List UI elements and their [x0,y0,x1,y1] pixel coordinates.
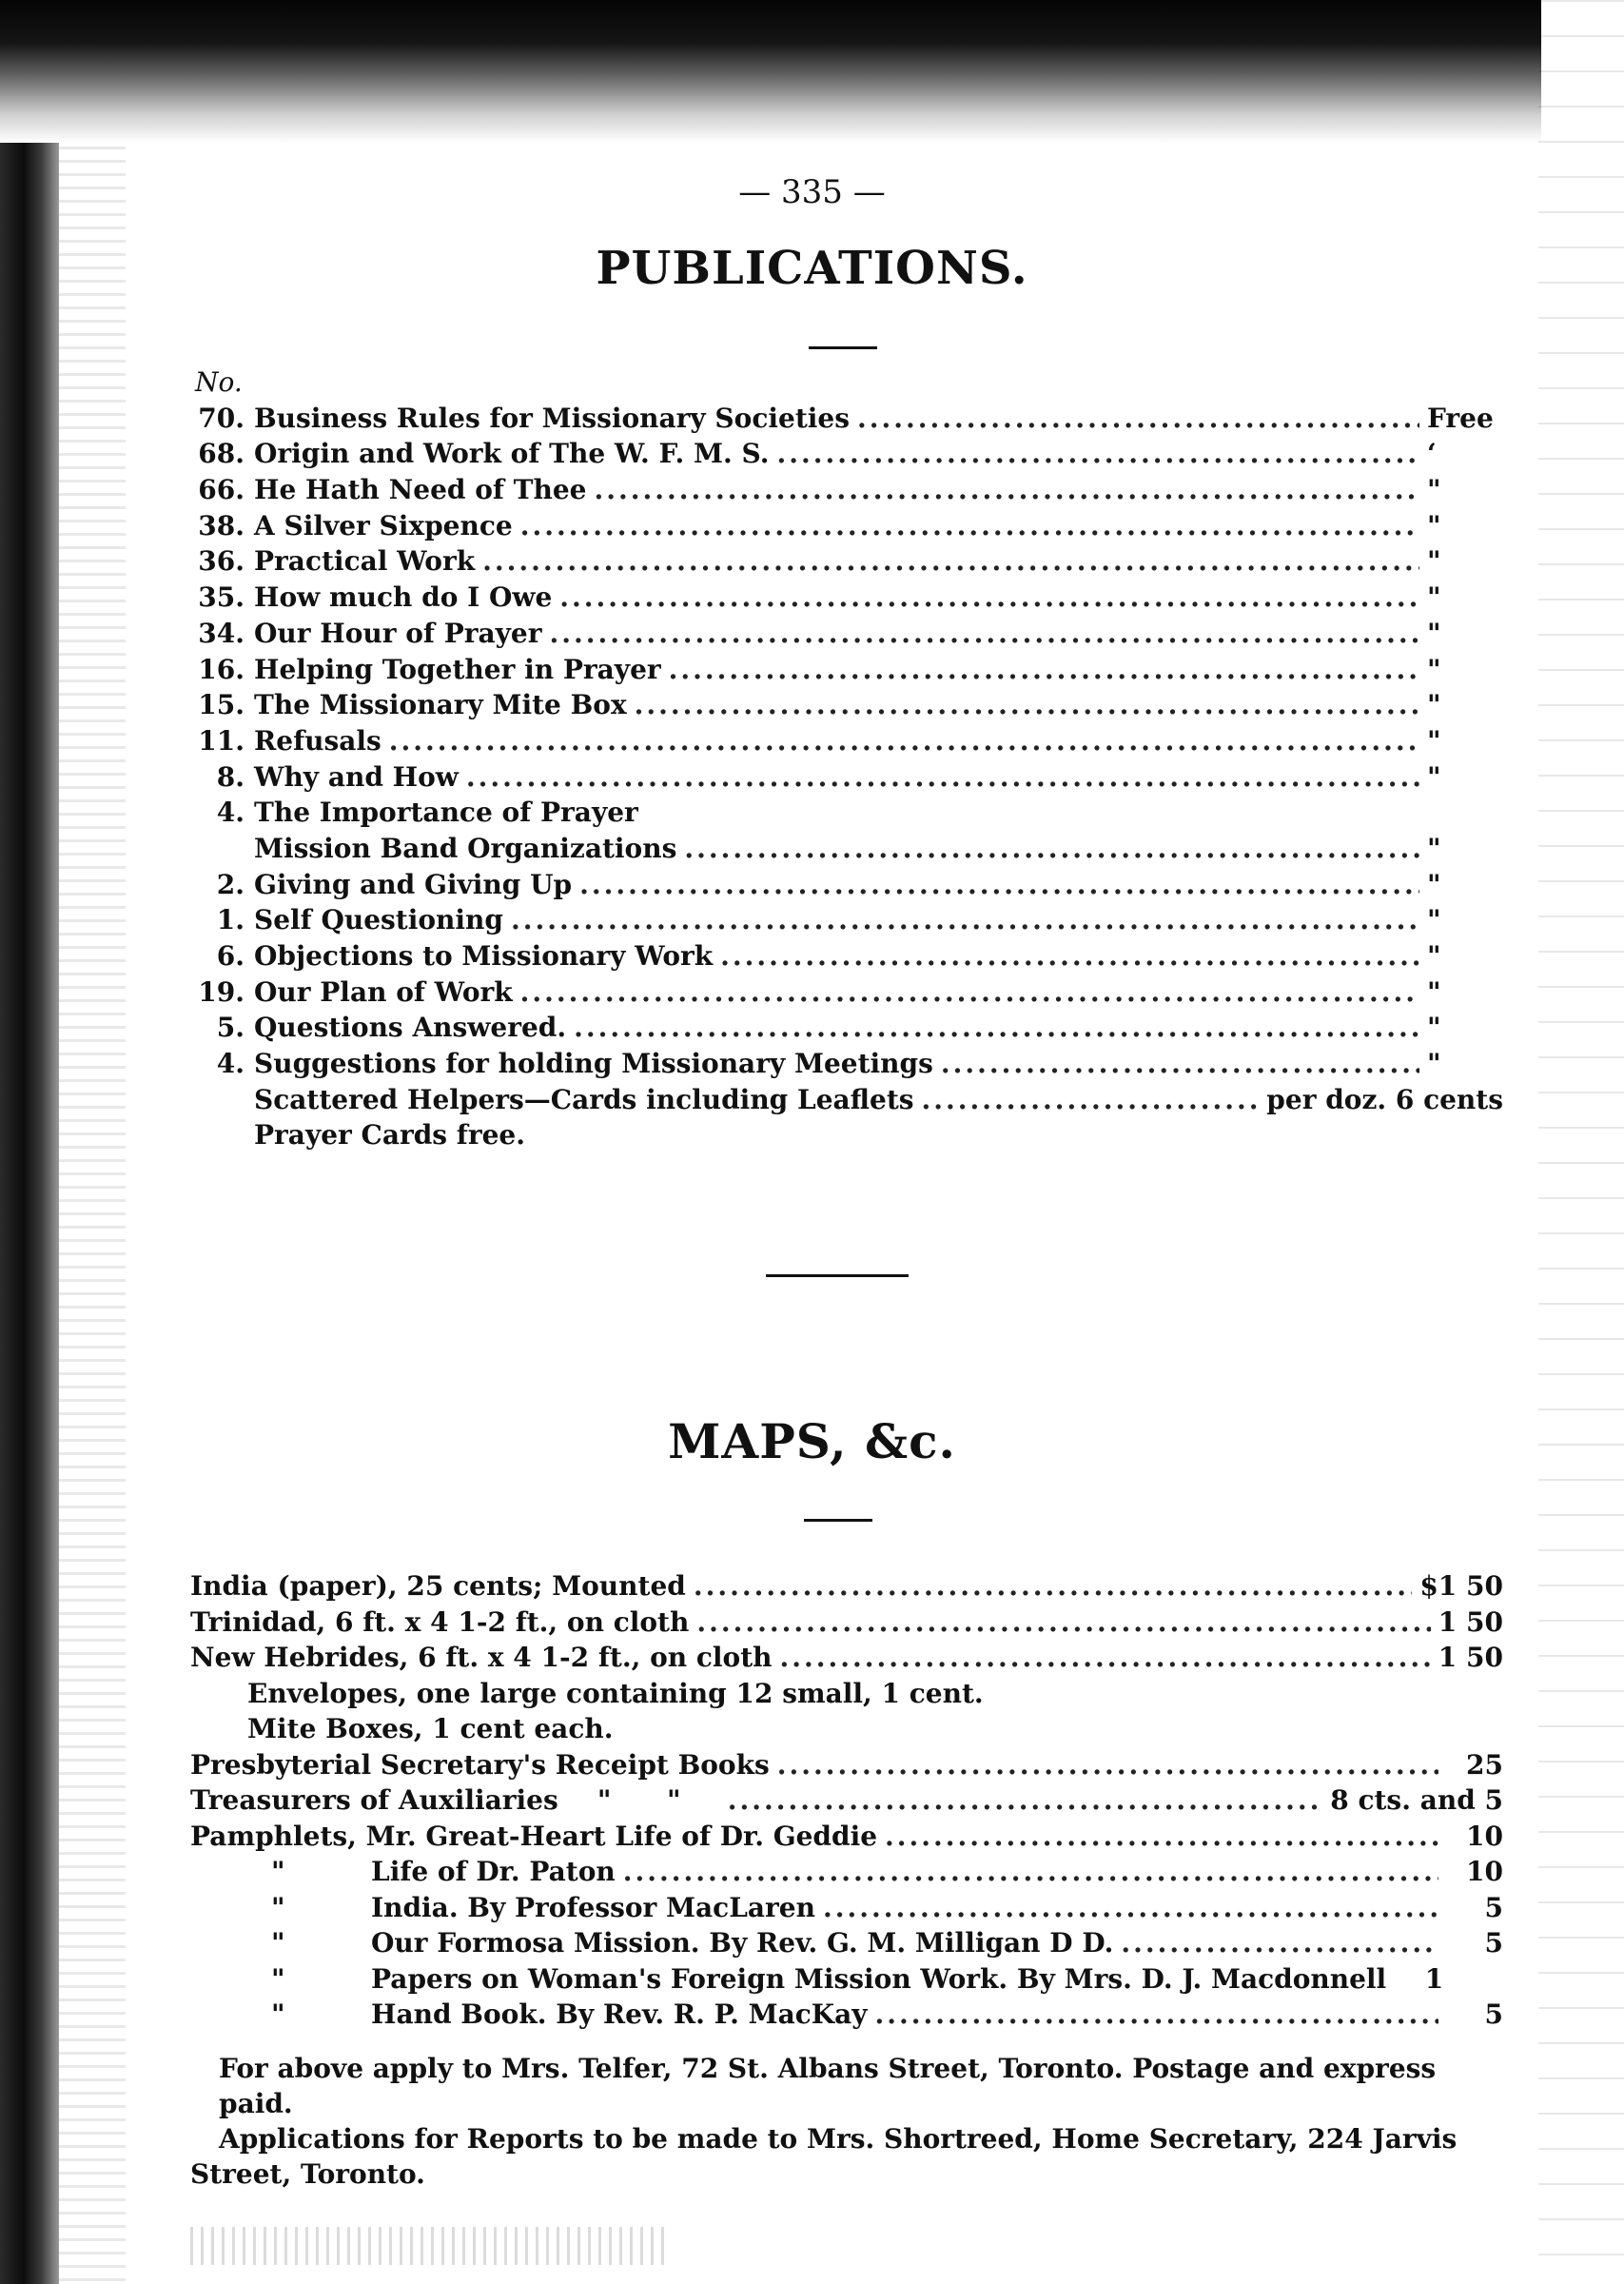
list-item: 36. Practical Work ..... " [195,545,1503,581]
footer-line: For above apply to Mrs. Telfer, 72 St. Albans Street, Toronto. Postage and express paid. [219,2053,1437,2119]
heading-rule [809,346,877,349]
scan-noise-left [59,0,126,2284]
list-item: 34. Our Hour of Prayer ..... " [195,618,1503,654]
list-item: " India. By Professor MacLaren ..... 5 [190,1892,1503,1928]
list-item: 4. Suggestions for holding Missionary Meetings ..... " [195,1048,1503,1084]
page-number: — 335 — [738,173,886,211]
scan-noise-bottom [190,2227,666,2265]
list-item: 2. Giving and Giving Up ..... " [195,869,1503,905]
list-item: 6. Objections to Missionary Work ..... " [195,940,1503,976]
list-header [195,366,1503,403]
publications-list [195,366,1503,1155]
section-divider [766,1274,909,1277]
list-item: 11. Refusals ..... " [195,725,1503,761]
list-item: 15. The Missionary Mite Box ..... " [195,689,1503,725]
publications-heading: PUBLICATIONS. [596,242,1028,295]
footer-notes [190,2051,1503,2192]
list-item: 66. He Hath Need of Thee ..... " [195,474,1503,510]
list-item: 1. Self Questioning ..... " [195,904,1503,940]
list-item: " Life of Dr. Paton ..... 10 [190,1856,1503,1892]
scan-shadow-top [0,0,1541,143]
list-item: Prayer Cards free. [254,1119,525,1152]
list-item: 35. How much do I Owe ..... " [195,581,1503,618]
list-item: Scattered Helpers—Cards including Leaflets ..... per doz. 6 cents [195,1084,1503,1120]
list-item: 5. Questions Answered. ..... " [195,1012,1503,1048]
list-item: " Our Formosa Mission. By Rev. G. M. Milligan D D. ..... 5 [190,1927,1503,1963]
list-item: New Hebrides, 6 ft. x 4 1-2 ft., on cloth ..... 1 50 [190,1642,1503,1678]
number-column-header: No. [195,366,243,398]
list-item: Envelopes, one large containing 12 small, 1 cent. [247,1677,984,1709]
book-spine-shadow [0,0,59,2284]
list-item: 70. Business Rules for Missionary Societies ..... Free [195,403,1503,439]
list-item: " Hand Book. By Rev. R. P. MacKay ..... 5 [190,1998,1503,2035]
footer-line: Street, Toronto. [190,2158,425,2190]
list-item: Treasurers of Auxiliaries " " ..... 8 cts. and 5 [190,1784,1503,1821]
list-item: Pamphlets, Mr. Great-Heart Life of Dr. Geddie ..... 10 [190,1821,1503,1857]
maps-heading: MAPS, &c. [668,1413,956,1469]
list-item: Presbyterial Secretary's Receipt Books ..... 25 [190,1749,1503,1785]
list-item: India (paper), 25 cents; Mounted ..... $1 50 [190,1570,1503,1606]
list-item: 38. A Silver Sixpence ..... " [195,510,1503,546]
list-item: " Papers on Woman's Foreign Mission Work. By Mrs. D. J. Macdonnell 1 [271,1962,1444,1995]
footer-line: Applications for Reports to be made to Mrs. Shortreed, Home Secretary, 224 Jarvis [219,2123,1458,2155]
list-item: Mite Boxes, 1 cent each. [247,1713,614,1744]
list-item: 8. Why and How ..... " [195,761,1503,797]
heading-rule [804,1519,872,1522]
list-item: Trinidad, 6 ft. x 4 1-2 ft., on cloth ..... 1 50 [190,1606,1503,1643]
list-item: 68. Origin and Work of The W. F. M. S. ..... ‘ [195,438,1503,474]
list-item: Mission Band Organizations ..... " [195,833,1503,869]
list-item: 16. Helping Together in Prayer ..... " [195,654,1503,690]
list-item: 4. The Importance of Prayer [216,797,638,829]
list-item: 19. Our Plan of Work ..... " [195,976,1503,1013]
maps-list [190,1570,1503,2035]
scan-noise-right [1538,0,1624,2284]
